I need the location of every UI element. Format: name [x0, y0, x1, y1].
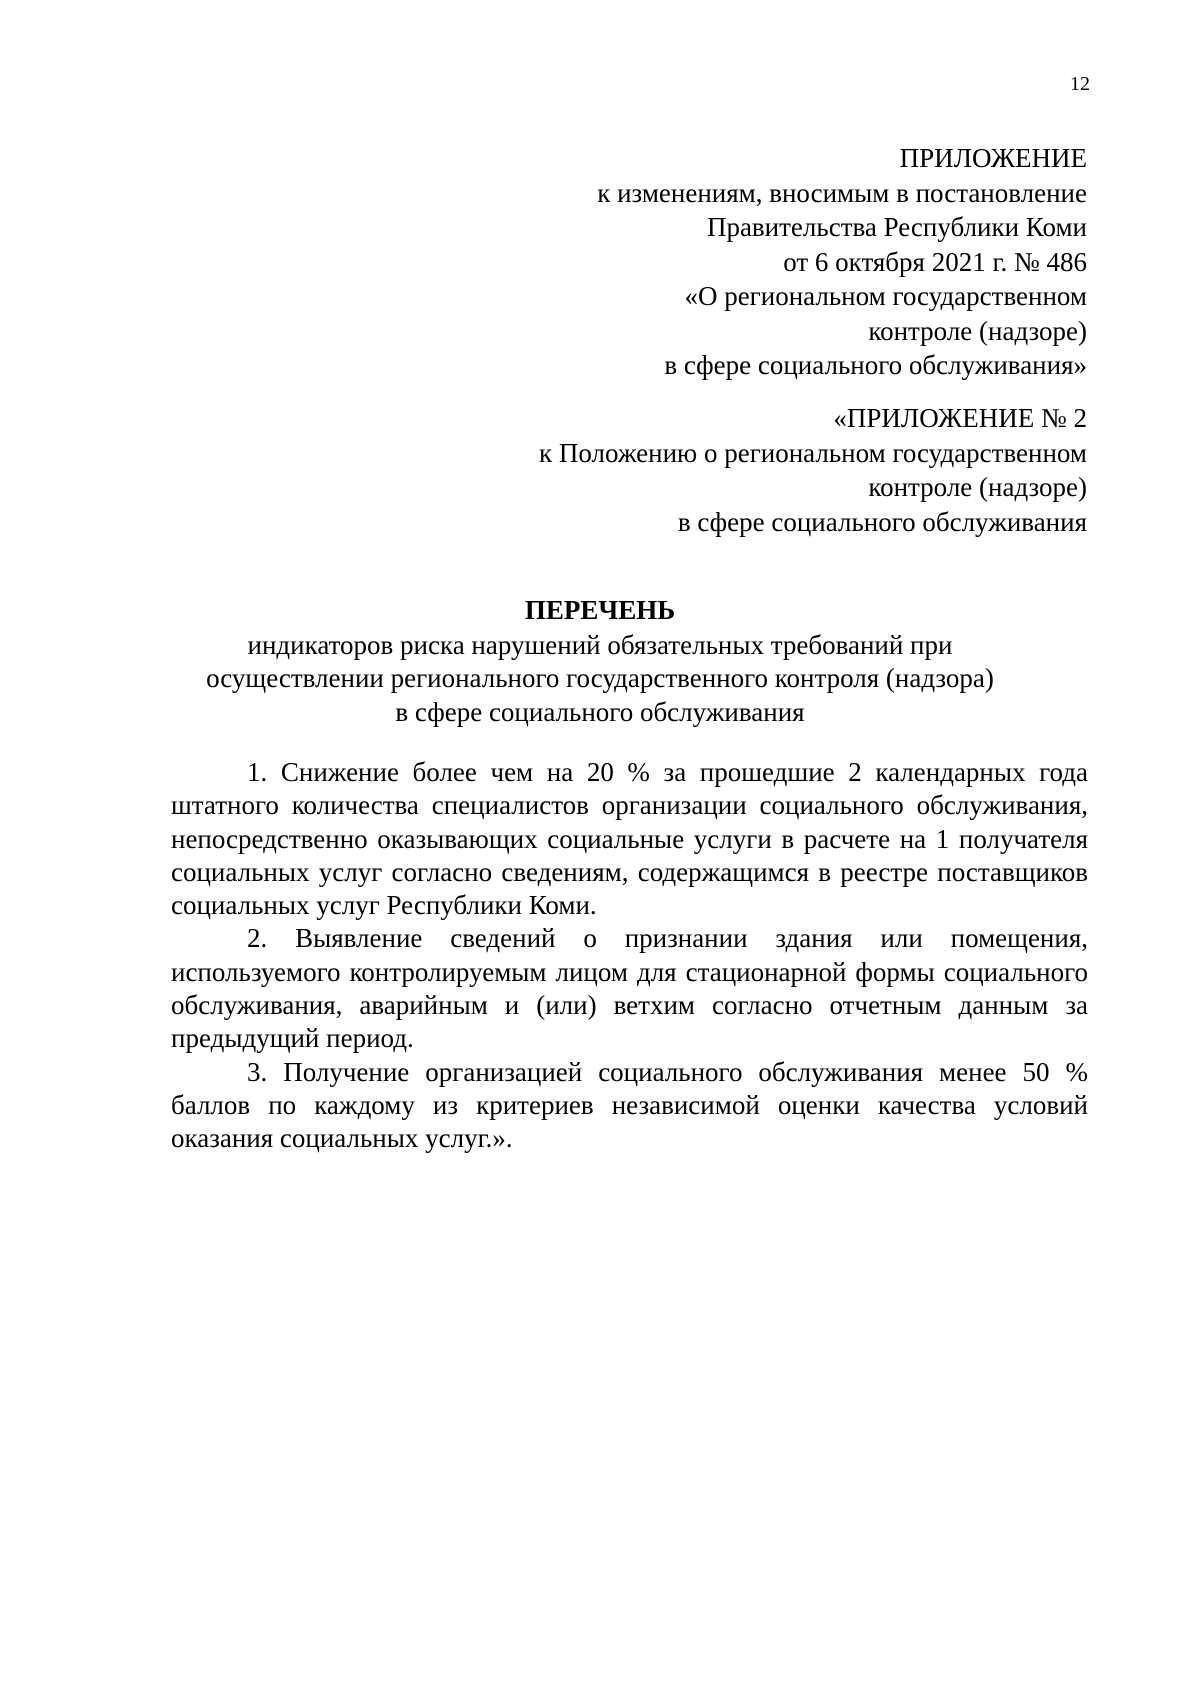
appendix-header-line: контроле (надзоре) [868, 315, 1087, 346]
list-item: 2. Выявление сведений о признании здания или помещения, используемого контролируемым лицом для стационарной формы социального обслуживания, аварийным и (или) ветхим согласно отчетным данным за предыдущий период. [171, 923, 1088, 1054]
appendix-two-line: «ПРИЛОЖЕНИЕ № 2 [833, 403, 1087, 433]
appendix-header-line: Правительства Республики Коми [706, 212, 1087, 242]
risk-indicators-list [171, 756, 1088, 1156]
list-subtitle-line: индикаторов риска нарушений обязательных требований при [247, 629, 953, 660]
appendix-header-line: «О региональном государственном [684, 281, 1087, 311]
list-item: 1. Снижение более чем на 20 % за прошедшие 2 календарных года штатного количества специалистов организации социального обслуживания, непосредственно оказывающих социальные услуги в расчете на 1 получателя социальных услуг согласно сведениям, содержащимся в реестре поставщиков социальных услуг Республики Коми. [171, 757, 1088, 921]
appendix-header-line: к изменениям, вносимым в постановление [597, 177, 1087, 208]
list-heading: ПЕРЕЧЕНЬ [524, 595, 676, 625]
list-title [0, 594, 1200, 729]
appendix-two-header [539, 401, 1087, 539]
appendix-header-line: от 6 октября 2021 г. № 486 [783, 246, 1087, 277]
appendix-two-line: контроле (надзоре) [868, 472, 1087, 502]
appendix-two-line: к Положению о региональном государственном [539, 437, 1087, 468]
appendix-header-line: ПРИЛОЖЕНИЕ [899, 143, 1087, 173]
appendix-header [597, 141, 1087, 383]
list-subtitle-line: в сфере социального обслуживания [395, 696, 805, 727]
appendix-header-line: в сфере социального обслуживания» [664, 350, 1087, 380]
page-number: 12 [1070, 73, 1090, 95]
appendix-two-line: в сфере социального обслуживания [677, 506, 1087, 537]
list-item: 3. Получение организацией социального обслуживания менее 50 % баллов по каждому из критериев независимой оценки качества условий оказания социальных услуг.». [171, 1056, 1088, 1154]
list-subtitle-line: осуществлении регионального государственного контроля (надзора) [206, 663, 994, 693]
